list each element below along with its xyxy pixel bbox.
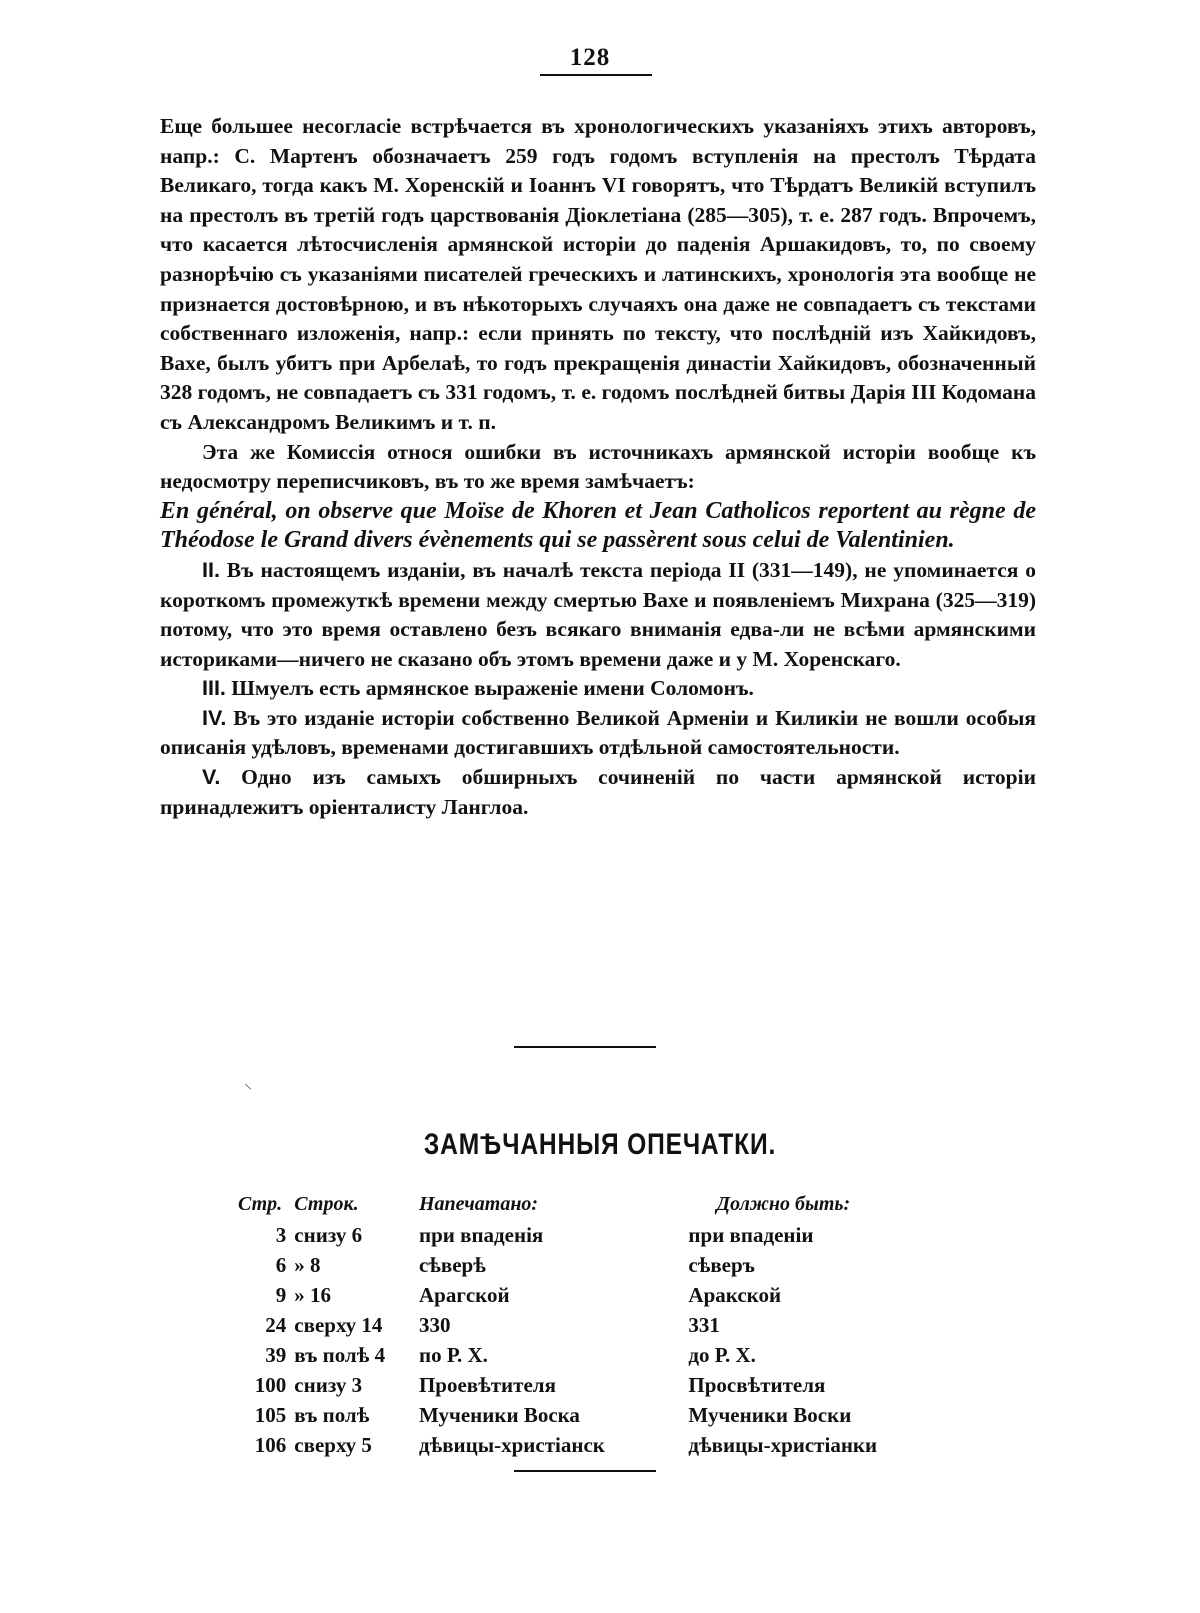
note-v (160, 763, 1036, 822)
section-divider-top (514, 1046, 656, 1048)
note-iv (160, 704, 1036, 763)
errata-line: » 16 (294, 1282, 332, 1307)
errata-page: 9 (275, 1282, 287, 1307)
errata-printed: дѣвицы-христіанск (418, 1432, 605, 1457)
errata-page: 106 (254, 1432, 287, 1457)
errata-table (238, 1188, 978, 1460)
errata-page: 105 (254, 1402, 287, 1427)
errata-correct: 331 (688, 1312, 720, 1337)
errata-row (238, 1370, 978, 1400)
errata-printed: сѣверѣ (418, 1252, 486, 1277)
errata-printed: Проевѣтителя (418, 1372, 556, 1397)
section-divider-bottom (514, 1470, 656, 1472)
errata-row (238, 1280, 978, 1310)
errata-title: ЗАМѢЧАННЫЯ ОПЕЧАТКИ. (423, 1128, 777, 1161)
errata-row (238, 1400, 978, 1430)
page-number-underline (540, 74, 652, 76)
errata-printed: 330 (418, 1312, 451, 1337)
errata-correct: сѣверъ (688, 1252, 755, 1277)
note-iv-number: IV. (202, 705, 227, 730)
errata-printed: Арагской (418, 1282, 510, 1307)
errata-header-page: Стр. (238, 1192, 283, 1215)
note-v-text: Одно изъ самыхъ обширныхъ сочиненій по части армянской исторіи принадлежитъ оріенталисту Ланглоа. (160, 765, 1037, 819)
note-ii-text: Въ настоящемъ изданіи, въ началѣ текста періода II (331—149), не упоминается о короткомъ промежуткѣ времени между смертью Ваxе и появленіемъ Михрана (325—319) потому, что это время оставлено безъ всякаго вниманія едва-ли не всѣми армянскими историками—ничего не сказано объ этомъ времени даже и у М. Хоренскаго. (160, 557, 1036, 671)
errata-line: » 8 (294, 1252, 321, 1277)
paragraph-chronology: Еще большее несогласіе встрѣчается въ хронологическихъ указаніяхъ этихъ авторовъ, напр.: С. Мартенъ обозначаетъ 259 годъ годомъ вступленія на престолъ Тѣрдата Великаго, тогда какъ М. Хоренскій и Іоаннъ VI говорятъ, что Тѣрдатъ Великій вступилъ на престолъ въ третій годъ царствованія Діоклетіана (285—305), т. е. 287 годъ. Впрочемъ, что касается лѣтосчисленія армянской исторіи до паденія Аршакидовъ, то, по своему разнорѣчію съ указаніями писателей греческихъ и латинскихъ, хронологія эта вообще не признается достовѣрною, и въ нѣкоторыхъ случаяхъ она даже не совпадаетъ съ текстами собственнаго изложенія, напр.: если принять по тексту, что послѣдній изъ Хайкидовъ, Ваxе, былъ убитъ при Арбелаѣ, то годъ прекращенія династіи Хайкидовъ, обозначенный 328 годомъ, не совпадаетъ съ 331 годомъ, т. е. годомъ послѣдней битвы Дарія III Кодомана съ Александромъ Великимъ и т. п. (160, 114, 1036, 434)
errata-header-line: Строк. (294, 1192, 359, 1215)
note-iii-text: Шмуелъ есть армянское выраженіе имени Соломонъ. (231, 676, 754, 701)
note-ii (160, 556, 1036, 674)
errata-correct: дѣвицы-христіанки (688, 1432, 878, 1457)
errata-correct: при впаденіи (688, 1222, 814, 1247)
note-iv-text: Въ это изданіе исторіи собственно Великой Арменіи и Киликіи не вошли особыя описанія удѣловъ, временами достигавшихъ отдѣльной самостоятельности. (160, 705, 1037, 760)
stray-ink-mark: ⸌ (244, 1082, 253, 1099)
errata-line: въ полѣ 4 (294, 1342, 386, 1367)
errata-header-printed: Напечатано: (418, 1192, 539, 1215)
french-quote: En général, on observe que Moïse de Khoren et Jean Catholicos reportent au règne de Théodose le Grand divers évènements qui se passèrent sous celui de Valentinien. (160, 497, 1036, 554)
note-v-number: V. (202, 765, 221, 790)
errata-page: 6 (275, 1252, 287, 1277)
paragraph-commission: Эта же Комиссія относя ошибки въ источникахъ армянской исторіи вообще къ недосмотру переписчиковъ, въ то же время замѣчаетъ: (160, 439, 1036, 494)
errata-correct: Просвѣтителя (688, 1372, 826, 1397)
errata-printed: при впаденія (418, 1222, 544, 1247)
body-text (160, 112, 1036, 822)
errata-line: въ полѣ (294, 1402, 370, 1427)
errata-line: снизу 3 (294, 1372, 363, 1397)
errata-printed: Мученики Воска (418, 1402, 580, 1427)
errata-line: сверху 14 (294, 1312, 383, 1337)
errata-printed: по Р. Х. (418, 1342, 488, 1367)
errata-row (238, 1250, 978, 1280)
errata-row (238, 1340, 978, 1370)
errata-page: 39 (265, 1342, 287, 1367)
errata-row (238, 1430, 978, 1460)
errata-line: снизу 6 (294, 1222, 363, 1247)
note-iii-number: III. (202, 676, 226, 701)
page-number: 128 (569, 44, 611, 71)
errata-row (238, 1310, 978, 1340)
errata-header-row (238, 1188, 978, 1220)
errata-line: сверху 5 (294, 1432, 372, 1457)
errata-correct: Аракской (688, 1282, 782, 1307)
note-iii (160, 674, 1036, 704)
errata-correct: Мученики Воски (688, 1402, 852, 1427)
note-ii-number: II. (202, 557, 220, 582)
errata-page: 3 (275, 1222, 287, 1247)
errata-header-correct: Должно быть: (716, 1192, 851, 1215)
errata-row (238, 1220, 978, 1250)
errata-page: 24 (265, 1312, 287, 1337)
errata-page: 100 (254, 1372, 287, 1397)
errata-correct: до Р. Х. (688, 1342, 756, 1367)
